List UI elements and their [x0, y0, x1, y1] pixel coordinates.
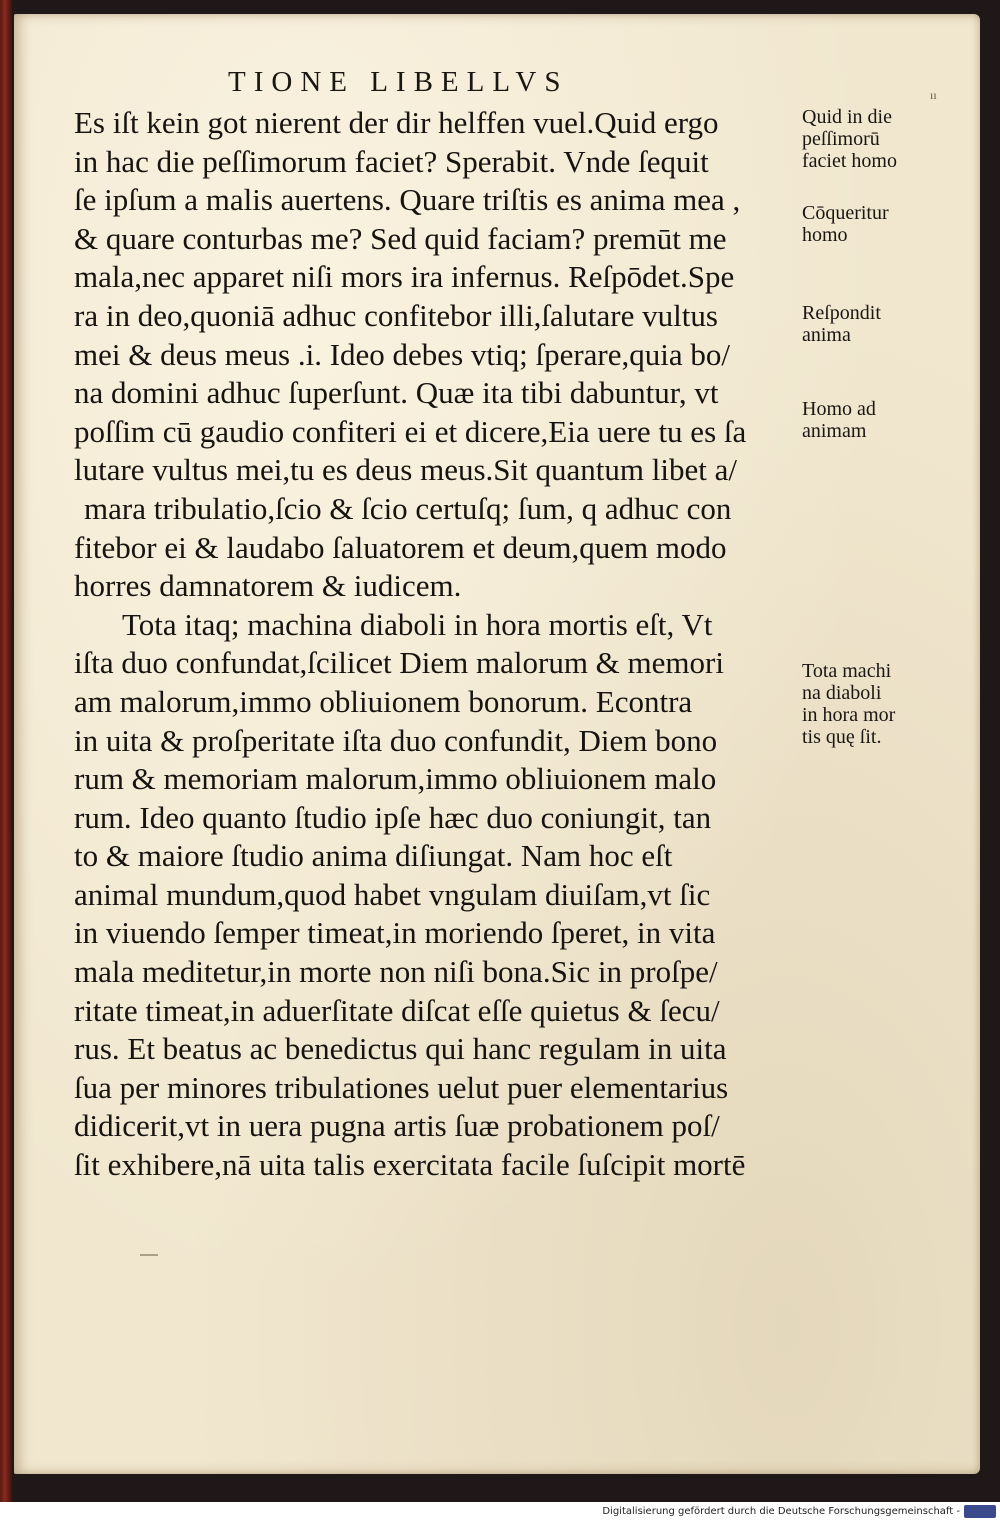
body-line: animal mundum,quod habet vngulam diuiſam,vt ſic	[74, 876, 711, 912]
margin-note	[802, 660, 895, 748]
margin-note-line: anima	[802, 324, 851, 346]
margin-note	[802, 106, 897, 172]
body-line: in hac die peſſimorum faciet? Sperabit. Vnde ſequit	[74, 143, 709, 179]
body-line: lutare vultus mei,tu es deus meus.Sit quantum libet a/	[74, 452, 737, 488]
body-line: na domini adhuc ſuperſunt. Quæ ita tibi dabuntur, vt	[74, 375, 719, 411]
body-line: iſta duo confundat,ſcilicet Diem malorum & memori	[74, 645, 724, 681]
folio-mark: ıı	[930, 88, 937, 102]
body-line: rum & memoriam malorum,immo obliuionem malo	[74, 761, 717, 797]
body-line: mala meditetur,in morte non niſi bona.Sic in proſpe/	[74, 954, 718, 990]
body-line: rus. Et beatus ac benedictus qui hanc regulam in uita	[74, 1031, 727, 1067]
margin-note-line: faciet homo	[802, 150, 897, 172]
body-line: ſe ipſum a malis auertens. Quare triſtis es anima mea ,	[74, 182, 741, 218]
body-line: mara tribulatio,ſcio & ſcio certuſq; ſum, q adhuc con	[84, 490, 732, 526]
running-head: TIONE LIBELLVS	[228, 66, 569, 98]
body-line: ritate timeat,in aduerſitate diſcat eſſe quietus & ſecu/	[74, 992, 720, 1028]
digitization-footer	[0, 1502, 1000, 1522]
margin-note	[802, 202, 889, 246]
margin-note-line: tis quę ſit.	[802, 726, 882, 748]
body-line: ra in deo,quoniā adhuc confitebor illi,ſalutare vultus	[74, 297, 718, 333]
body-line: fitebor ei & laudabo ſaluatorem et deum,quem modo	[74, 529, 727, 565]
body-line: Es iſt kein got nierent der dir helffen vuel.Quid ergo	[74, 105, 719, 140]
body-line: mala,nec apparet niſi mors ira infernus. Reſpōdet.Spe	[74, 259, 735, 295]
dfg-logo	[964, 1505, 996, 1518]
margin-note-line: animam	[802, 420, 867, 442]
margin-note	[802, 398, 876, 442]
body-line: rum. Ideo quanto ſtudio ipſe hæc duo coniungit, tan	[74, 799, 712, 835]
body-text-block	[74, 104, 804, 1185]
body-line: horres damnatorem & iudicem.	[74, 568, 462, 604]
margin-note-line: Tota machi	[802, 660, 892, 682]
margin-note-line: Cōqueritur	[802, 202, 889, 224]
margin-note-line: Reſpondit	[802, 302, 881, 324]
body-line: poſſim cū gaudio confiteri ei et dicere,Eia uere tu es ſa	[74, 413, 747, 449]
body-line: in viuendo ſemper timeat,in moriendo ſperet, in vita	[74, 915, 716, 951]
body-line: to & maiore ſtudio anima diſiungat. Nam hoc eſt	[74, 838, 673, 874]
margin-note-line: in hora mor	[802, 704, 896, 726]
margin-note-line: Homo ad	[802, 398, 876, 420]
body-line: & quare conturbas me? Sed quid faciam? premūt me	[74, 220, 727, 256]
margin-note	[802, 302, 881, 346]
margin-note-line: peſſimorū	[802, 128, 880, 150]
body-line: ſua per minores tribulationes uelut puer elementarius	[74, 1069, 729, 1105]
ink-mark	[140, 1254, 158, 1256]
body-line: mei & deus meus .i. Ideo debes vtiq; ſperare,quia bo/	[74, 336, 730, 372]
body-line: in uita & proſperitate iſta duo confundit, Diem bono	[74, 722, 718, 758]
margin-note-line: na diaboli	[802, 682, 882, 704]
body-line: ſit exhibere,nā uita talis exercitata facile ſuſcipit mortē	[74, 1147, 746, 1183]
body-line: didicerit,vt in uera pugna artis ſuæ probationem poſ/	[74, 1108, 720, 1144]
book-binding-edge	[0, 0, 12, 1502]
margin-note-line: Quid in die	[802, 106, 892, 128]
paragraph-start-line: Tota itaq; machina diaboli in hora mortis eſt, Vt	[122, 606, 713, 642]
margin-note-line: homo	[802, 224, 848, 246]
body-line: am malorum,immo obliuionem bonorum. Econtra	[74, 683, 693, 719]
footer-credit-text: Digitalisierung gefördert durch die Deutsche Forschungsgemeinschaft -	[602, 1506, 960, 1517]
